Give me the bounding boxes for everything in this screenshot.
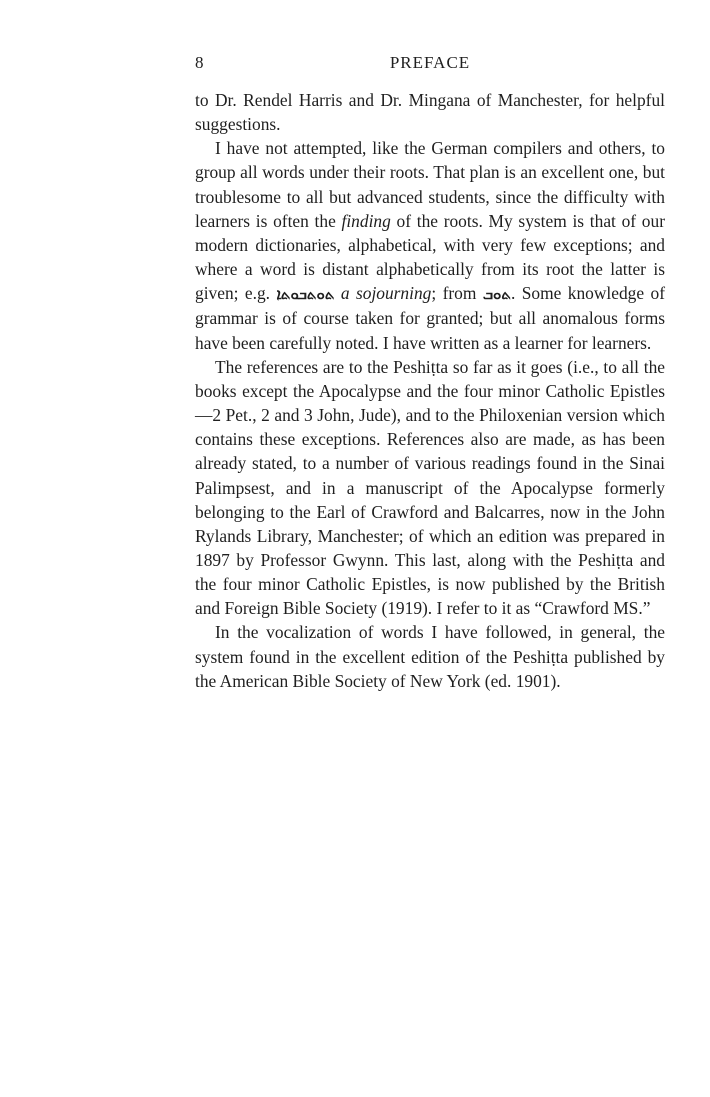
paragraph-2 [195,136,665,354]
running-head: PREFACE [389,53,471,72]
page-number: 8 [195,53,204,72]
page-header [195,53,665,77]
emphasis-finding: finding [341,210,391,231]
paragraph-2-text-b: of the roots. My system is that of our modern dictionaries, alphabetical, with very few exceptions; and where a word is distant alphabetically from its root the latter is given; e.g. [195,210,665,304]
paragraph-2-text-c: ; from [431,283,483,304]
paragraph-2-text-a: I have not attempted, like the German compilers and others, to group all words under their roots. That plan is an excellent one, but troublesome to all but advanced students, since the difficulty with learners is often the [195,138,665,231]
syriac-root-word: ܬܘܒ [482,285,511,304]
paragraph-3: The references are to the Peshiṭta so far as it goes (i.e., to all the books except the Apocalypse and the four minor Catholic Epistles—2 Pet., 2 and 3 John, Jude), and to the Philoxenian version which contains these exceptions. References also are made, as has been already stated, to a number of various readings found in the Sinai Palimpsest, and in a manuscript of the Apocalypse formerly belonging to the Earl of Crawford and Balcarres, now in the John Rylands Library, Manchester; of which an edition was prepared in 1897 by Professor Gwynn. This last, along with the Peshiṭta and the four minor Catholic Epistles, is now published by the British and Foreign Bible Society (1919). I refer to it as “Crawford MS.” [195,356,665,619]
text-body [195,88,665,693]
paragraph-2-text-d: . Some knowledge of grammar is of course taken for granted; but all anomalous forms have been carefully noted. I have written as a learner for learners. [195,283,665,353]
gloss-sojourning: a sojourning [340,283,432,304]
syriac-example-word: ܬܘܬܒܘܬܐ [276,285,335,304]
paragraph-4: In the vocalization of words I have followed, in general, the system found in the excellent edition of the Peshiṭta published by the American Bible Society of New York (ed. 1901). [195,622,665,691]
paragraph-1: to Dr. Rendel Harris and Dr. Mingana of Manchester, for helpful suggestions. [195,90,665,135]
